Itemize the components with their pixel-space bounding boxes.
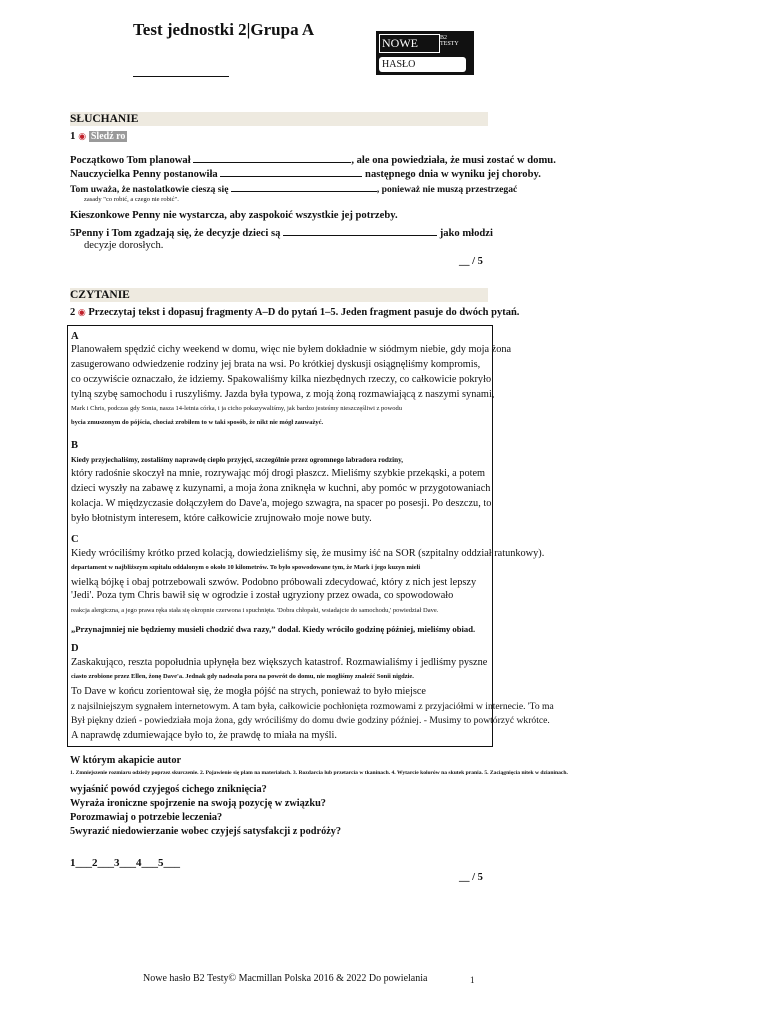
fragment-d-line: To Dave w końcu zorientował się, że mogła pójść na strych, ponieważ to było miejsce bbox=[71, 686, 426, 697]
fragment-b-line: było błotnistym interesem, które całkowicie zrujnowało moje nowe buty. bbox=[71, 513, 372, 524]
fragment-d-letter: D bbox=[71, 643, 79, 654]
fragment-b-line: kolacja. W międzyczasie dołączyłem do Dave'a, mojego szwagra, na spacer po posesji. Po deszczu, to bbox=[71, 498, 492, 509]
logo-haslo-text: HASŁO bbox=[379, 57, 466, 72]
fragment-a-line: Mark i Chris, podczas gdy Sonia, nasza 14-letnia córka, i ja cicho pokazywaliśmy, jak bardzo jesteśmy nieszczęśliwi z powodu bbox=[71, 405, 402, 412]
fragment-d-line: A naprawdę zdumiewające było to, że prawdę to miała na myśli. bbox=[71, 730, 337, 741]
gap-2[interactable] bbox=[220, 167, 362, 177]
fragment-d-line: z najsilniejszym sygnałem internetowym. A tam była, całkowicie pochłonięta rozmowami z przyjaciółmi w internecie. 'To ma bbox=[71, 701, 554, 712]
fragment-b-letter: B bbox=[71, 440, 79, 451]
gap-3[interactable] bbox=[231, 182, 377, 192]
section-header-listening: SŁUCHANIE bbox=[70, 112, 488, 126]
fragment-c-line: Kiedy wróciliśmy krótko przed kolacją, dowiedzieliśmy się, że musimy iść na SOR (szpitalny oddział ratunkowy). bbox=[71, 548, 545, 559]
fragment-d-line: Był piękny dzień - powiedziała moja żona, gdy wróciliśmy do domu dwie godziny później. - Musimy to powtórzyć wkrótce. bbox=[71, 715, 550, 726]
fragment-b-line: dzieci wyszły na zabawę z kuzynami, a moja żona zniknęła w kuchni, aby pomóc w przygotowaniach bbox=[71, 483, 491, 494]
question-item: 5wyrazić niedowierzanie wobec czyjejś satysfakcji z podróży? bbox=[70, 826, 342, 837]
audio-cd-icon: ◉ bbox=[78, 131, 87, 141]
listening-score: __ / 5 bbox=[459, 256, 483, 267]
question-header: W którym akapicie autor bbox=[70, 755, 182, 766]
question-item: wyjaśnić powód czyjegoś cichego zniknięcia? bbox=[70, 784, 267, 795]
fragment-c-line: wielką bójkę i obaj potrzebowali szwów. Podobno próbowali zdecydować, który z nich jest lepszy bbox=[71, 577, 477, 588]
task-number: 2 bbox=[70, 307, 76, 318]
audio-track-label[interactable]: Śledź ro bbox=[90, 131, 126, 142]
fragment-a-line: co oczywiście oznaczało, że idziemy. Spakowaliśmy kilka niezbędnych rzeczy, co całkowicie pokryło bbox=[71, 374, 492, 385]
task-number: 1 bbox=[70, 130, 76, 142]
page-title: Test jednostki 2|Grupa A bbox=[133, 20, 315, 39]
fragment-a-line: tylną szybę samochodu i ruszyliśmy. Jazda była typowa, z moją żoną rozmawiającą z naszymi synami, bbox=[71, 389, 495, 400]
listening-note: zasady "co robić, a czego nie robić". bbox=[84, 196, 179, 203]
reading-score: __ / 5 bbox=[459, 872, 483, 883]
gap-1[interactable] bbox=[193, 153, 351, 163]
fragment-a-letter: A bbox=[71, 331, 79, 342]
fragment-d-line: ciasto zrobione przez Ellen, żonę Dave'a. Jednak gdy nadeszła pora na powrót do domu, nie mogliśmy znaleźć Sonii nigdzie. bbox=[71, 673, 414, 680]
task-1-heading bbox=[70, 130, 127, 142]
fragment-c-letter: C bbox=[71, 534, 79, 545]
fragment-b-line: Kiedy przyjechaliśmy, zostaliśmy naprawdę ciepło przyjęci, szczególnie przez ogromnego labradora rodziny, bbox=[71, 456, 404, 464]
fragment-d-line: Zaskakująco, reszta popołudnia upłynęła bez większych katastrof. Rozmawialiśmy i jedliśmy pyszne bbox=[71, 657, 488, 668]
answer-line[interactable]: 1___2___3___4___5___ bbox=[70, 857, 180, 869]
tiny-question-line: 1. Zmniejszenie rozmiaru odzieży poprzez skurczenie. 2. Pojawienie się plam na materiałach. 3. Rozdarcia lub przetarcia w tkaninach. 4. Wytarcie kolorów na skutek prania. 5. Zaciągnięcia nitek w dzianinach. bbox=[70, 770, 568, 776]
fragment-a-line: Planowałem spędzić cichy weekend w domu, więc nie byłem dokładnie w siódmym niebie, gdy moja żona bbox=[71, 344, 512, 355]
listening-line-6: decyzje dorosłych. bbox=[84, 240, 164, 251]
logo-b2-badge: B2 TESTY bbox=[440, 35, 459, 47]
fragment-c-line: departament w najbliższym szpitalu oddalonym o około 10 kilometrów. To było spowodowane tym, że Mark i jego kuzyn mieli bbox=[71, 564, 421, 571]
question-item: Porozmawiaj o potrzebie leczenia? bbox=[70, 812, 223, 823]
fragment-a-line: bycia zmuszonym do pójścia, chociaż zrobiłem to w taki sposób, że nikt nie mógł zauważyć. bbox=[71, 419, 324, 426]
audio-cd-icon: ◉ bbox=[77, 307, 86, 317]
listening-line-4: Kieszonkowe Penny nie wystarcza, aby zaspokoić wszystkie jej potrzeby. bbox=[70, 210, 398, 221]
listening-line-5: 5Penny i Tom zgadzają się, że decyzje dzieci są jako młodzi bbox=[70, 228, 493, 239]
listening-line-3: Tom uważa, że nastolatkowie cieszą się , ponieważ nie muszą przestrzegać bbox=[70, 184, 518, 195]
nowe-haslo-logo bbox=[376, 31, 474, 75]
page-number: 1 bbox=[470, 975, 475, 985]
fragment-b-line: który radośnie skoczył na mnie, rozrywając mój drogi płaszcz. Mieliśmy szybkie przekąski, a potem bbox=[71, 468, 486, 479]
task-2-instruction bbox=[70, 307, 519, 318]
fragment-c-line: reakcja alergiczna, a jego prawa ręka stała się okropnie czerwona i spuchnięta. 'Dobra chłopaki, wsiadajcie do samochodu,' powiedział Dave. bbox=[71, 607, 439, 614]
listening-line-1: Początkowo Tom planował , ale ona powiedziała, że musi zostać w domu. bbox=[70, 155, 556, 166]
instruction-text: Przeczytaj tekst i dopasuj fragmenty A–D do pytań 1–5. Jeden fragment pasuje do dwóch pytań. bbox=[88, 307, 520, 318]
fragment-a-line: zasugerowano odwiedzenie rodziny jej brata na wsi. Po krótkiej dyskusji osiągnęliśmy kompromis, bbox=[71, 359, 481, 370]
footer-copyright: Nowe hasło B2 Testy© Macmillan Polska 2016 & 2022 Do powielania bbox=[143, 973, 428, 984]
fragment-c-line: „Przynajmniej nie będziemy musieli chodzić dwa razy,” dodał. Kiedy wróciło godzinę później, mieliśmy obiad. bbox=[71, 624, 476, 634]
question-item: Wyraża ironiczne spojrzenie na swoją pozycję w związku? bbox=[70, 798, 326, 809]
fragment-c-line: 'Jedi'. Poza tym Chris bawił się w ogrodzie i został ugryziony przez owada, co spowodowało bbox=[71, 590, 454, 601]
section-header-reading: CZYTANIE bbox=[70, 288, 488, 302]
logo-nowe-text: NOWE bbox=[379, 34, 440, 53]
listening-line-2: Nauczycielka Penny postanowiła następnego dnia w wyniku jej choroby. bbox=[70, 169, 541, 180]
name-field-line[interactable] bbox=[133, 66, 229, 77]
gap-5[interactable] bbox=[283, 226, 437, 236]
